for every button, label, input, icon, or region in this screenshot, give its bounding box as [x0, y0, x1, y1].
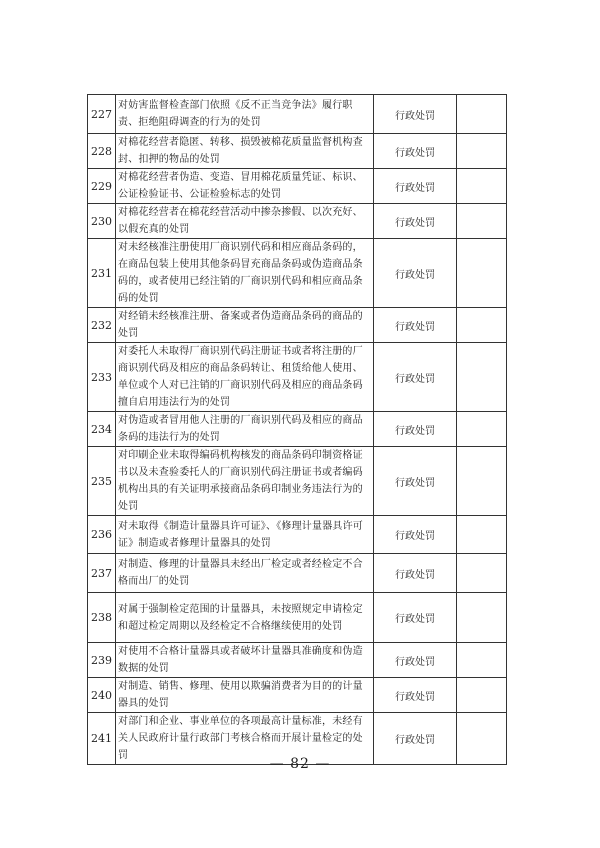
row-number: 227 — [88, 95, 116, 134]
table-row — [88, 343, 507, 412]
table-row — [88, 308, 507, 343]
row-power-type: 行政处罚 — [374, 678, 457, 713]
row-remark — [457, 239, 507, 308]
table-row — [88, 134, 507, 169]
row-power-type: 行政处罚 — [374, 204, 457, 239]
table-row — [88, 169, 507, 204]
table-row — [88, 412, 507, 447]
row-number: 240 — [88, 678, 116, 713]
row-description: 对印刷企业未取得编码机构核发的商品条码印制资格证书以及未查验委托人的厂商识别代码注册证书或者编码机构出具的有关证明承接商品条码印制业务违法行为的处罚 — [116, 447, 374, 516]
row-power-type: 行政处罚 — [374, 713, 457, 765]
row-power-type: 行政处罚 — [374, 134, 457, 169]
row-number: 239 — [88, 643, 116, 678]
row-remark — [457, 169, 507, 204]
row-description: 对未取得《制造计量器具许可证》、《修理计量器具许可证》制造或者修理计量器具的处罚 — [116, 516, 374, 554]
row-remark — [457, 412, 507, 447]
row-description: 对未经核准注册使用厂商识别代码和相应商品条码的，在商品包装上使用其他条码冒充商品条码或伪造商品条码的，或者使用已经注销的厂商识别代码和相应商品条码的处罚 — [116, 239, 374, 308]
row-remark — [457, 643, 507, 678]
page-number: — 82 — — [269, 756, 331, 772]
row-power-type: 行政处罚 — [374, 447, 457, 516]
table-row — [88, 643, 507, 678]
authority-table — [87, 94, 507, 765]
table-row — [88, 447, 507, 516]
row-number: 231 — [88, 239, 116, 308]
row-remark — [457, 343, 507, 412]
row-power-type: 行政处罚 — [374, 343, 457, 412]
table-row — [88, 204, 507, 239]
row-number: 228 — [88, 134, 116, 169]
row-description: 对妨害监督检查部门依照《反不正当竞争法》履行职责、拒绝阻碍调查的行为的处罚 — [116, 95, 374, 134]
row-description: 对棉花经营者隐匿、转移、损毁被棉花质量监督机构查封、扣押的物品的处罚 — [116, 134, 374, 169]
row-power-type: 行政处罚 — [374, 412, 457, 447]
row-remark — [457, 204, 507, 239]
row-number: 229 — [88, 169, 116, 204]
row-number: 234 — [88, 412, 116, 447]
row-description: 对伪造或者冒用他人注册的厂商识别代码及相应的商品条码的违法行为的处罚 — [116, 412, 374, 447]
row-description: 对棉花经营者在棉花经营活动中掺杂掺假、以次充好、以假充真的处罚 — [116, 204, 374, 239]
row-description: 对使用不合格计量器具或者破坏计量器具准确度和伪造数据的处罚 — [116, 643, 374, 678]
row-remark — [457, 678, 507, 713]
row-power-type: 行政处罚 — [374, 308, 457, 343]
row-number: 232 — [88, 308, 116, 343]
row-number: 235 — [88, 447, 116, 516]
row-description: 对棉花经营者伪造、变造、冒用棉花质量凭证、标识、公证检验证书、公证检验标志的处罚 — [116, 169, 374, 204]
row-power-type: 行政处罚 — [374, 643, 457, 678]
row-number: 241 — [88, 713, 116, 765]
row-description: 对委托人未取得厂商识别代码注册证书或者将注册的厂商识别代码及相应的商品条码转让、租赁给他人使用、单位或个人对已注销的厂商识别代码及相应的商品条码擅自启用违法行为的处罚 — [116, 343, 374, 412]
table-row — [88, 554, 507, 593]
row-power-type: 行政处罚 — [374, 554, 457, 593]
row-power-type: 行政处罚 — [374, 95, 457, 134]
row-number: 236 — [88, 516, 116, 554]
row-power-type: 行政处罚 — [374, 516, 457, 554]
row-remark — [457, 554, 507, 593]
row-remark — [457, 308, 507, 343]
table-row — [88, 593, 507, 643]
row-number: 233 — [88, 343, 116, 412]
row-remark — [457, 95, 507, 134]
table-row — [88, 239, 507, 308]
row-number: 237 — [88, 554, 116, 593]
row-description: 对制造、销售、修理、使用以欺骗消费者为目的的计量器具的处罚 — [116, 678, 374, 713]
table-row — [88, 516, 507, 554]
row-description: 对属于强制检定范围的计量器具，未按照规定申请检定和超过检定周期以及经检定不合格继续使用的处罚 — [116, 593, 374, 643]
table-body — [88, 95, 507, 765]
row-remark — [457, 447, 507, 516]
row-number: 230 — [88, 204, 116, 239]
table-row — [88, 678, 507, 713]
row-power-type: 行政处罚 — [374, 169, 457, 204]
row-power-type: 行政处罚 — [374, 239, 457, 308]
row-power-type: 行政处罚 — [374, 593, 457, 643]
row-description: 对部门和企业、事业单位的各项最高计量标准，未经有关人民政府计量行政部门考核合格而开展计量检定的处罚 — [116, 713, 374, 765]
row-remark — [457, 593, 507, 643]
row-description: 对经销未经核准注册、备案或者伪造商品条码的商品的处罚 — [116, 308, 374, 343]
row-remark — [457, 134, 507, 169]
row-description: 对制造、修理的计量器具未经出厂检定或者经检定不合格而出厂的处罚 — [116, 554, 374, 593]
table-row — [88, 95, 507, 134]
row-remark — [457, 516, 507, 554]
row-number: 238 — [88, 593, 116, 643]
